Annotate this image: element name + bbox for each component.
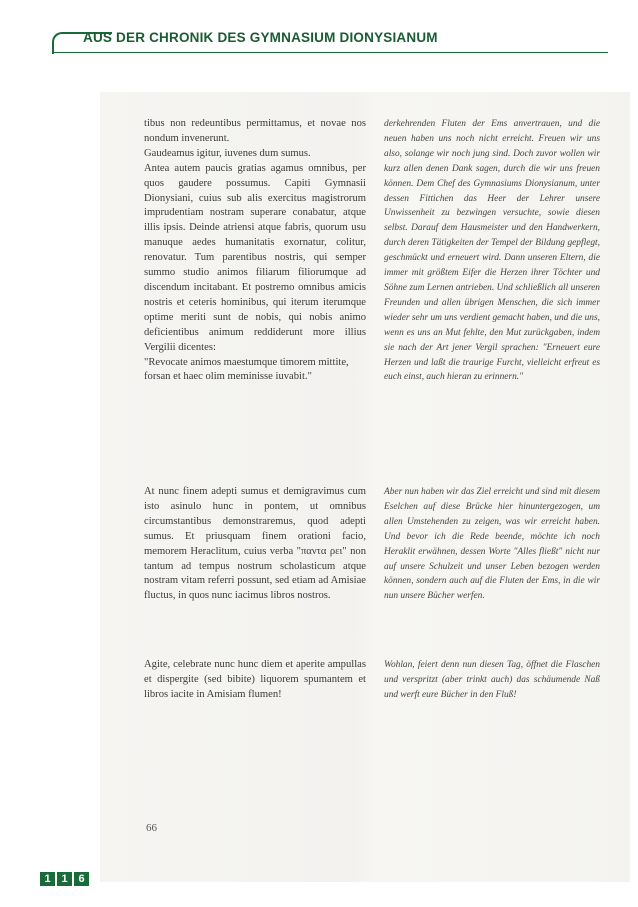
header-rule bbox=[52, 52, 608, 53]
latin-text-line: Antea autem paucis gratias agamus omnibus, per quos gaudere possumus. Capiti Gymnasii Dionysiani, cuius sub alis exercitus magistrorum imprudentiam nostram superare conabatur, atque illis ipsis. Deinde atriensi atque fabris, quorum usu manuque aedes humanitatis exornatur, colitur, renovatur. Tum parentibus nostris, qui semper summo studio animos filiarum filiorumque ad discendum incitabant. Et postremo omnibus amicis nostris et ceteris hominibus, qui iterum iterumque optime meriti sunt de nobis, qui nobis animo deficientibus animum reddiderunt more illius Vergilii dicentes: bbox=[144, 162, 366, 353]
latin-text-line: tibus non redeuntibus permittamus, et novae nos nondum invenerunt. bbox=[144, 118, 366, 144]
latin-paragraph-2 bbox=[144, 485, 366, 604]
latin-text: At nunc finem adepti sumus et demigravimus cum isto asinulo hunc in pontem, ut omnibus circumstantibus demonstraremus, quod adepti sumus. Et priusquam finem orationi facio, memorem Heraclitum, cuius verba "παντα ρει" non tantum ad tempus nostrum scholasticum atque nostram vitam referri possunt, sed etiam ad Amisiae fluctus, in quos nunc iacimus libros nostros. bbox=[144, 486, 366, 602]
folio-digit: 1 bbox=[40, 872, 55, 886]
german-text: Aber nun haben wir das Ziel erreicht und sind mit diesem Eselchen auf diese Brücke hier hinuntergezogen, um allen Umstehenden zu zeigen, was wir erreicht haben. Und bevor ich die Rede beende, möchte ich noch Heraklit erwähnen, dessen Worte "Alles fließt" nicht nur auf unsere Schulzeit und unser Leben bezogen werden können, sondern auch auf die Fluten der Ems, in die wir nun unsere Bücher werfen. bbox=[384, 487, 600, 602]
latin-text-line: Gaudeamus igitur, iuvenes dum sumus. bbox=[144, 147, 311, 159]
german-text: Wohlan, feiert denn nun diesen Tag, öffnet die Flaschen und verspritzt (aber trinkt auch) das schäumende Naß und werft eure Bücher in den Fluß! bbox=[384, 660, 600, 700]
latin-text: Agite, celebrate nunc hunc diem et aperite ampullas et dispergite (sed bibite) liquorem spumantem et libros iacite in Amisiam flumen! bbox=[144, 659, 366, 700]
folio-digit: 1 bbox=[57, 872, 72, 886]
german-paragraph-2 bbox=[384, 485, 600, 604]
german-paragraph-1 bbox=[384, 117, 600, 385]
latin-quote-line: "Revocate animos maestumque timorem mittite, bbox=[144, 356, 349, 368]
german-paragraph-3 bbox=[384, 658, 600, 703]
latin-quote-line: forsan et haec olim meminisse iuvabit." bbox=[144, 371, 312, 383]
latin-paragraph-3 bbox=[144, 658, 366, 703]
chapter-title: AUS DER CHRONIK DES GYMNASIUM DIONYSIANUM bbox=[83, 30, 438, 45]
german-text: derkehrenden Fluten der Ems anvertrauen, und die neuen haben uns noch nicht erreicht. Freuen wir uns also, solange wir noch jung sind. Doch zuvor wollen wir kurz allen denen Dank sagen, durch die wir uns freuen können. Dem Chef des Gymnasiums Dionysianum, unter dessen Fittichen das Heer der Lehrer unsere Unwissenheit zu bezwingen versuchte, sowie diesen selbst. Darauf dem Hausmeister und den Handwerkern, durch deren Tätigkeiten der Tempel der Bildung gepflegt, geschmückt und erneuert wird. Dann unseren Eltern, die immer mit größtem Eifer die Herzen ihrer Töchter und Söhne zum Lernen antrieben. Und schließlich all unseren Freunden und allen übrigen Menschen, die sich immer wieder sehr um uns verdient gemacht haben, und die uns, wenn es uns an Mut fehlte, den Mut zurückgaben, indem sie nach der Art jener Vergil sprachen: "Erneuert eure Herzen und laßt die traurige Furcht, vielleicht erfreut es euch einst, auch hieran zu erinnern." bbox=[384, 119, 600, 383]
folio-digit: 6 bbox=[74, 872, 89, 886]
running-header bbox=[36, 28, 608, 54]
scan-page-number: 66 bbox=[146, 822, 157, 834]
latin-paragraph-1 bbox=[144, 117, 366, 385]
folio-number bbox=[40, 872, 89, 886]
